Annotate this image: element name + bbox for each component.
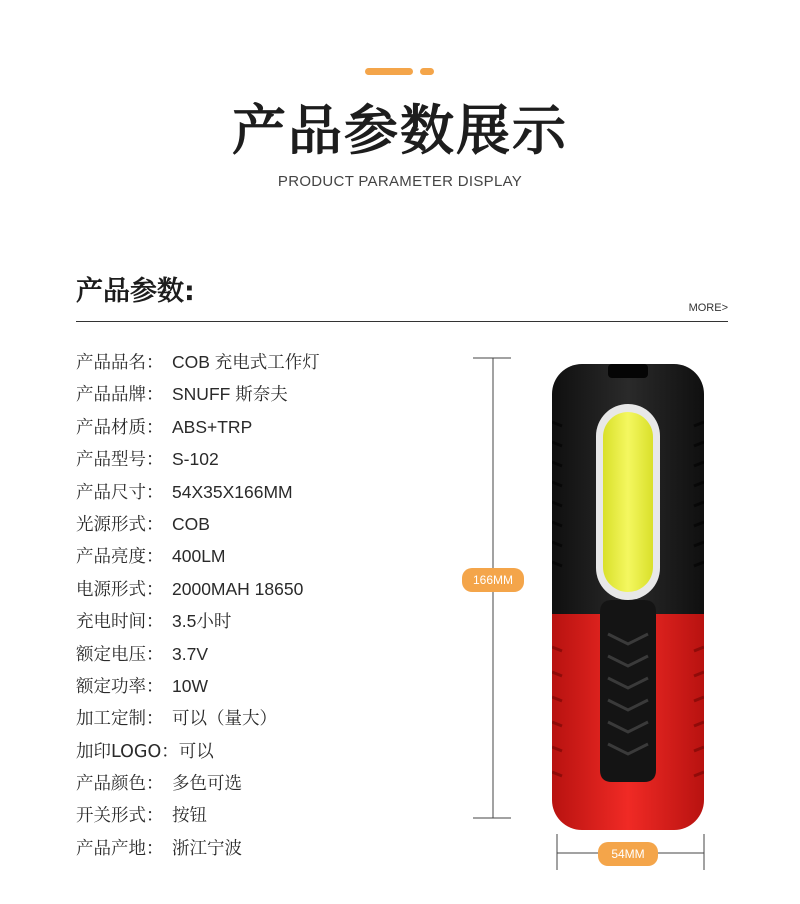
page-subtitle: PRODUCT PARAMETER DISPLAY bbox=[277, 173, 523, 190]
section-title: 产品参数: bbox=[76, 276, 195, 307]
param-key: 产品型号： bbox=[76, 450, 164, 471]
more-link[interactable]: MORE> bbox=[688, 302, 728, 314]
param-value: 2000MAH 18650 bbox=[172, 578, 304, 599]
param-key: 光源形式： bbox=[76, 514, 164, 535]
param-key: 加印LOGO： bbox=[76, 741, 179, 762]
param-value: 按钮 bbox=[172, 805, 207, 826]
param-value: ABS+TRP bbox=[172, 416, 253, 437]
height-dimension-label: 166MM bbox=[462, 568, 524, 592]
param-value: 可以 bbox=[178, 740, 214, 761]
param-value: 54X35X166MM bbox=[172, 481, 293, 502]
param-key: 产品产地： bbox=[76, 838, 164, 859]
param-value: 3.7V bbox=[172, 643, 208, 664]
param-value: 可以（量大） bbox=[172, 708, 277, 729]
param-key: 产品颜色： bbox=[76, 774, 164, 795]
param-key: 充电时间： bbox=[76, 612, 164, 633]
param-value: COB bbox=[172, 513, 210, 534]
page-title: 产品参数展示 bbox=[232, 99, 568, 162]
param-value: 3.5小时 bbox=[172, 611, 232, 632]
param-value: 浙江宁波 bbox=[172, 837, 242, 858]
param-value: 10W bbox=[172, 675, 208, 696]
param-key: 产品尺寸： bbox=[76, 482, 164, 503]
param-key: 电源形式： bbox=[76, 579, 164, 600]
param-key: 额定功率： bbox=[76, 676, 164, 697]
worklight-product-image bbox=[548, 362, 708, 832]
param-key: 产品品牌： bbox=[76, 385, 164, 406]
param-key: 产品品名： bbox=[76, 353, 164, 373]
param-key: 产品亮度： bbox=[76, 547, 164, 568]
param-key: 加工定制： bbox=[76, 709, 164, 730]
param-value: COB 充电式工作灯 bbox=[172, 352, 320, 372]
param-value: SNUFF 斯奈夫 bbox=[172, 384, 288, 405]
param-value: S-102 bbox=[172, 449, 219, 470]
width-dimension-label: 54MM bbox=[598, 842, 658, 866]
param-value: 多色可选 bbox=[172, 773, 242, 794]
param-key: 额定电压： bbox=[76, 644, 164, 665]
param-value: 400LM bbox=[172, 546, 226, 567]
param-key: 开关形式： bbox=[76, 806, 164, 827]
param-key: 产品材质： bbox=[76, 417, 164, 438]
